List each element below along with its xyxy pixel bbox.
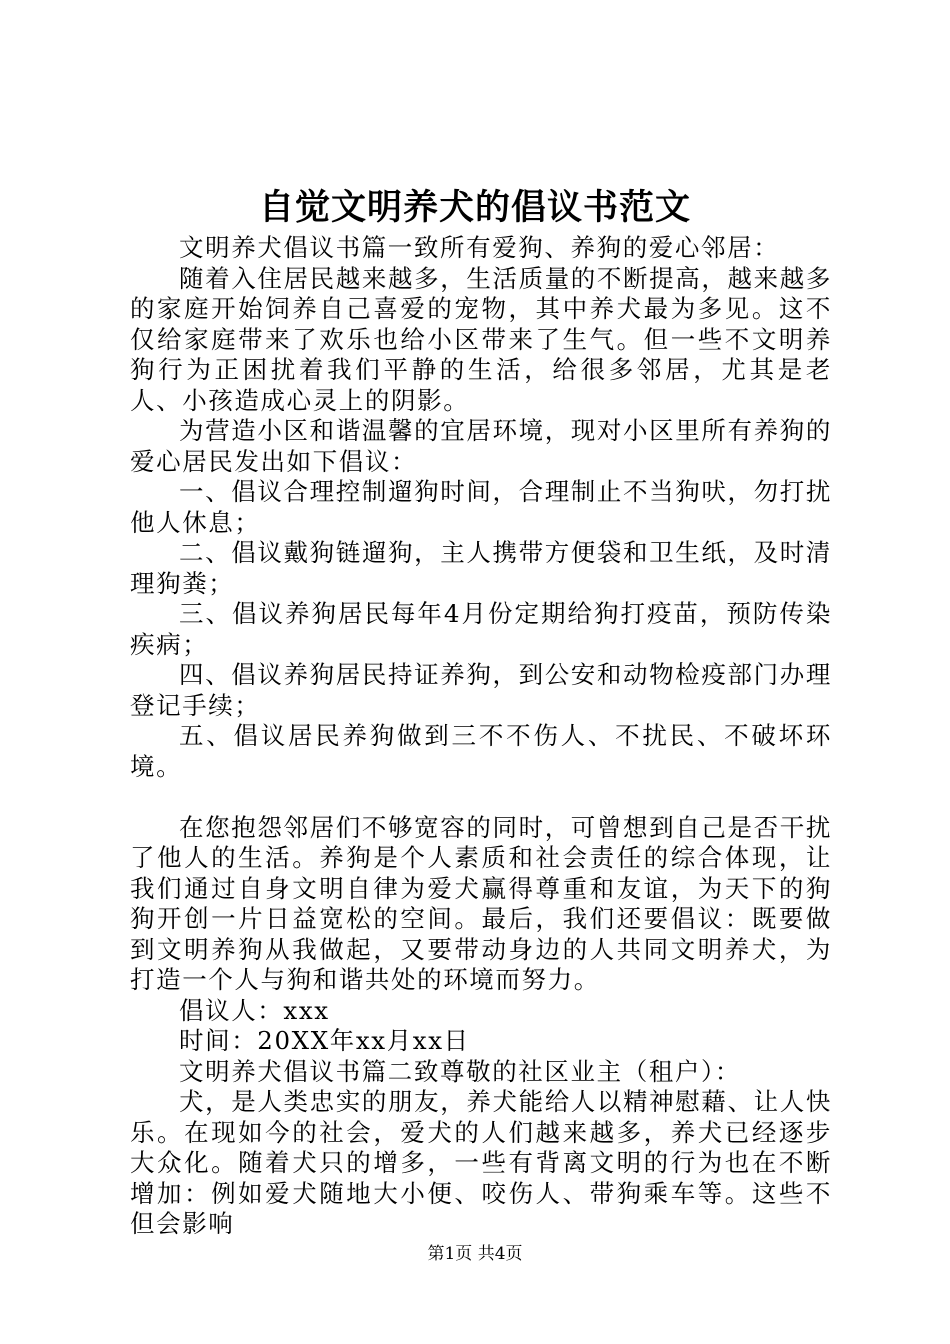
paragraph: 四、倡议养狗居民持证养狗，到公安和动物检疫部门办理登记手续； — [130, 660, 832, 720]
document-body — [130, 233, 832, 1240]
paragraph: 二、倡议戴狗链遛狗，主人携带方便袋和卫生纸，及时清理狗粪； — [130, 538, 832, 598]
paragraph-gap — [130, 782, 832, 813]
paragraph: 随着入住居民越来越多，生活质量的不断提高，越来越多的家庭开始饲养自己喜爱的宠物，其中养犬最为多见。这不仅给家庭带来了欢乐也给小区带来了生气。但一些不文明养狗行为正困扰着我们平静的生活，给很多邻居，尤其是老人、小孩造成心灵上的阴影。 — [130, 263, 832, 415]
page-footer: 第1页 共4页 — [427, 1244, 523, 1264]
paragraph: 文明养犬倡议书篇二致尊敬的社区业主（租户）： — [179, 1056, 741, 1086]
paragraph: 为营造小区和谐温馨的宜居环境，现对小区里所有养狗的爱心居民发出如下倡议： — [130, 416, 832, 476]
paragraph: 三、倡议养狗居民每年4月份定期给狗打疫苗，预防传染疾病； — [130, 599, 832, 659]
paragraph: 一、倡议合理控制遛狗时间，合理制止不当狗吠，勿打扰他人休息； — [130, 477, 832, 537]
document-title: 自觉文明养犬的倡议书范文 — [258, 187, 691, 228]
paragraph: 五、倡议居民养狗做到三不不伤人、不扰民、不破坏环境。 — [130, 721, 832, 781]
paragraph: 时间：20XX年xx月xx日 — [179, 1026, 470, 1055]
paragraph: 犬，是人类忠实的朋友，养犬能给人以精神慰藉、让人快乐。在现如今的社会，爱犬的人们越来越多，养犬已经逐步大众化。随着犬只的增多，一些有背离文明的行为也在不断增加：例如爱犬随地大小便、咬伤人、带狗乘车等。这些不但会影响 — [130, 1087, 832, 1238]
paragraph: 倡议人：xxx — [179, 995, 330, 1025]
paragraph: 在您抱怨邻居们不够宽容的同时，可曾想到自己是否干扰了他人的生活。养狗是个人素质和社会责任的综合体现，让我们通过自身文明自律为爱犬赢得尊重和友谊，为天下的狗狗开创一片日益宽松的空间。最后，我们还要倡议：既要做到文明养狗从我做起，又要带动身边的人共同文明养犬，为打造一个人与狗和谐共处的环境而努力。 — [130, 812, 832, 994]
paragraph: 文明养犬倡议书篇一致所有爱狗、养狗的爱心邻居： — [179, 233, 780, 262]
